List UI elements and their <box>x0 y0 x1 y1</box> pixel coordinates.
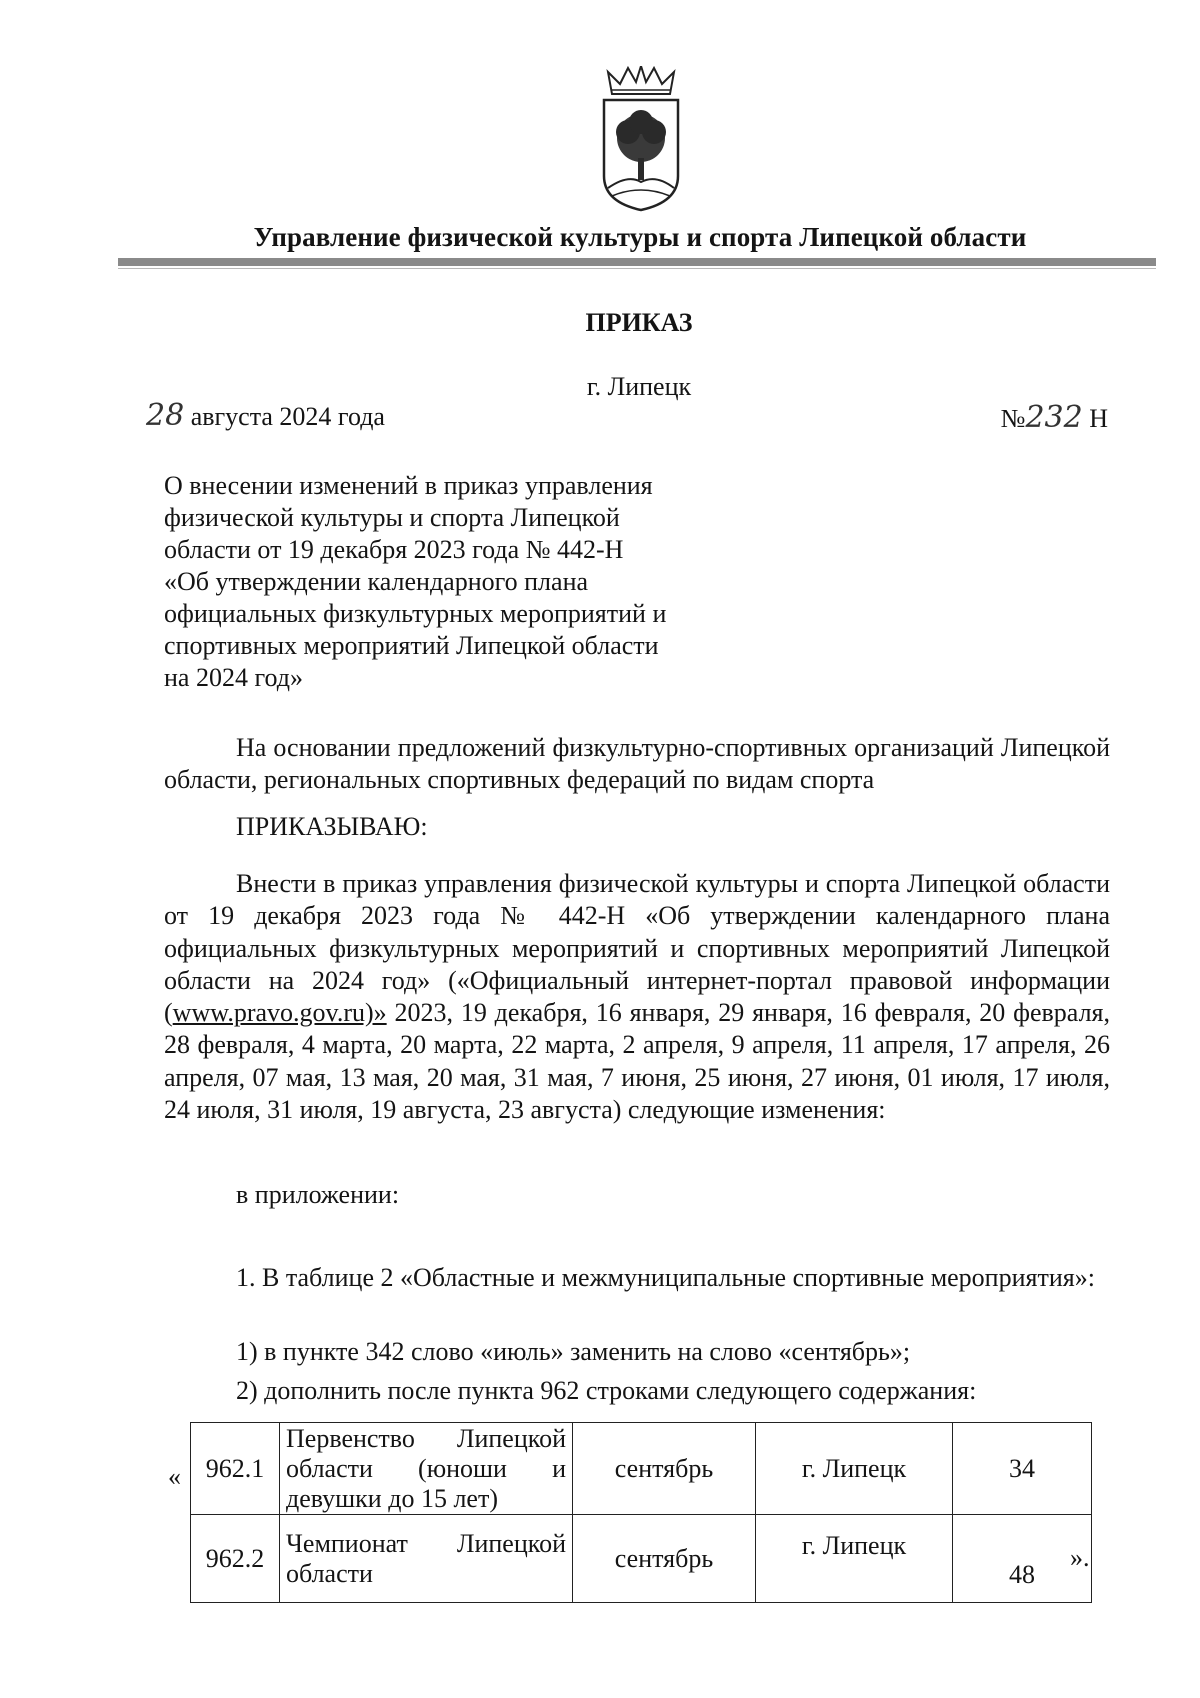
event-name-line: области (юноши и <box>286 1453 566 1483</box>
subitem-2: 2) дополнить после пункта 962 строками следующего содержания: <box>236 1376 977 1405</box>
order-date <box>146 398 385 433</box>
subject-line: области от 19 декабря 2023 года № 442-Н <box>164 535 624 564</box>
basis-paragraph <box>164 732 1110 797</box>
header-divider <box>118 258 1156 266</box>
event-name-line: Чемпионат Липецкой <box>286 1528 566 1558</box>
basis-text: На основании предложений физкультурно-спортивных организаций Липецкой области, региональных спортивных федераций по видам спорта <box>164 733 1110 795</box>
subject-line: спортивных мероприятий Липецкой области <box>164 631 659 660</box>
handwritten-day: 28 <box>146 398 185 433</box>
handwritten-number: 232 <box>1025 400 1083 435</box>
participant-count: 48 <box>953 1515 1092 1603</box>
pravo-gov-link[interactable]: www.pravo.gov.ru)» <box>172 998 387 1028</box>
row-number: 962.2 <box>191 1515 280 1603</box>
participant-count: 34 <box>953 1423 1092 1515</box>
main-paragraph <box>164 868 1110 1126</box>
item-1 <box>164 1262 1110 1294</box>
number-suffix: Н <box>1089 404 1108 433</box>
subject-line: физической культуры и спорта Липецкой <box>164 503 620 532</box>
number-prefix: № <box>1000 404 1026 433</box>
order-subject <box>164 470 764 694</box>
event-city: г. Липецк <box>756 1423 953 1515</box>
order-command: ПРИКАЗЫВАЮ: <box>236 812 428 841</box>
event-name-line: девушки до 15 лет) <box>286 1483 498 1513</box>
event-city: г. Липецк <box>756 1515 953 1603</box>
in-appendix: в приложении: <box>236 1180 400 1209</box>
event-name <box>280 1423 573 1515</box>
subitem-1: 1) в пункте 342 слово «июль» заменить на слово «сентябрь»; <box>236 1337 911 1366</box>
table-close-quote: ». <box>1070 1543 1090 1572</box>
header-divider-thin <box>118 268 1156 269</box>
subject-line: на 2024 год» <box>164 663 303 692</box>
main-text-start: Внести в приказ управления физической культуры и спорта Липецкой области от 19 декабря 2023 года № 442-Н «Об утверждении календарного плана официальных физкультурных мероприятий и спортивных мероприятий Липецкой области на 2024 год» («Официальный интернет-портал правовой информации ( <box>164 869 1110 1028</box>
organization-title: Управление физической культуры и спорта Липецкой области <box>253 222 1027 252</box>
subject-line: О внесении изменений в приказ управления <box>164 471 653 500</box>
order-number <box>1001 400 1108 435</box>
event-name-line: области <box>286 1558 373 1588</box>
item-1-text: 1. В таблице 2 «Областные и межмуниципальные спортивные мероприятия»: <box>236 1263 1095 1292</box>
city: г. Липецк <box>586 372 692 401</box>
table-row <box>191 1423 1092 1515</box>
event-month: сентябрь <box>573 1423 756 1515</box>
event-name <box>280 1515 573 1603</box>
event-month: сентябрь <box>573 1515 756 1603</box>
subject-line: официальных физкультурных мероприятий и <box>164 599 667 628</box>
document-type: ПРИКАЗ <box>585 308 693 337</box>
table-row <box>191 1515 1092 1603</box>
date-rest: августа 2024 года <box>190 402 385 431</box>
event-name-line: Первенство Липецкой <box>286 1423 566 1453</box>
subject-line: «Об утверждении календарного плана <box>164 567 589 596</box>
events-table <box>190 1422 1092 1603</box>
row-number: 962.1 <box>191 1423 280 1515</box>
main-text-end: 2023, 19 декабря, 16 января, 29 января, 16 февраля, 20 февраля, 28 февраля, 4 марта, 20 марта, 22 марта, 2 апреля, 9 апреля, 11 апреля, 17 апреля, 26 апреля, 07 мая, 13 мая, 20 мая, 31 мая, 7 июня, 25 июня, 27 июня, 01 июля, 17 июля, 24 июля, 31 июля, 19 августа, 23 августа) следующие изменения: <box>164 998 1110 1125</box>
table-open-quote: « <box>168 1462 181 1491</box>
lipetsk-coat-of-arms-icon <box>598 66 684 212</box>
